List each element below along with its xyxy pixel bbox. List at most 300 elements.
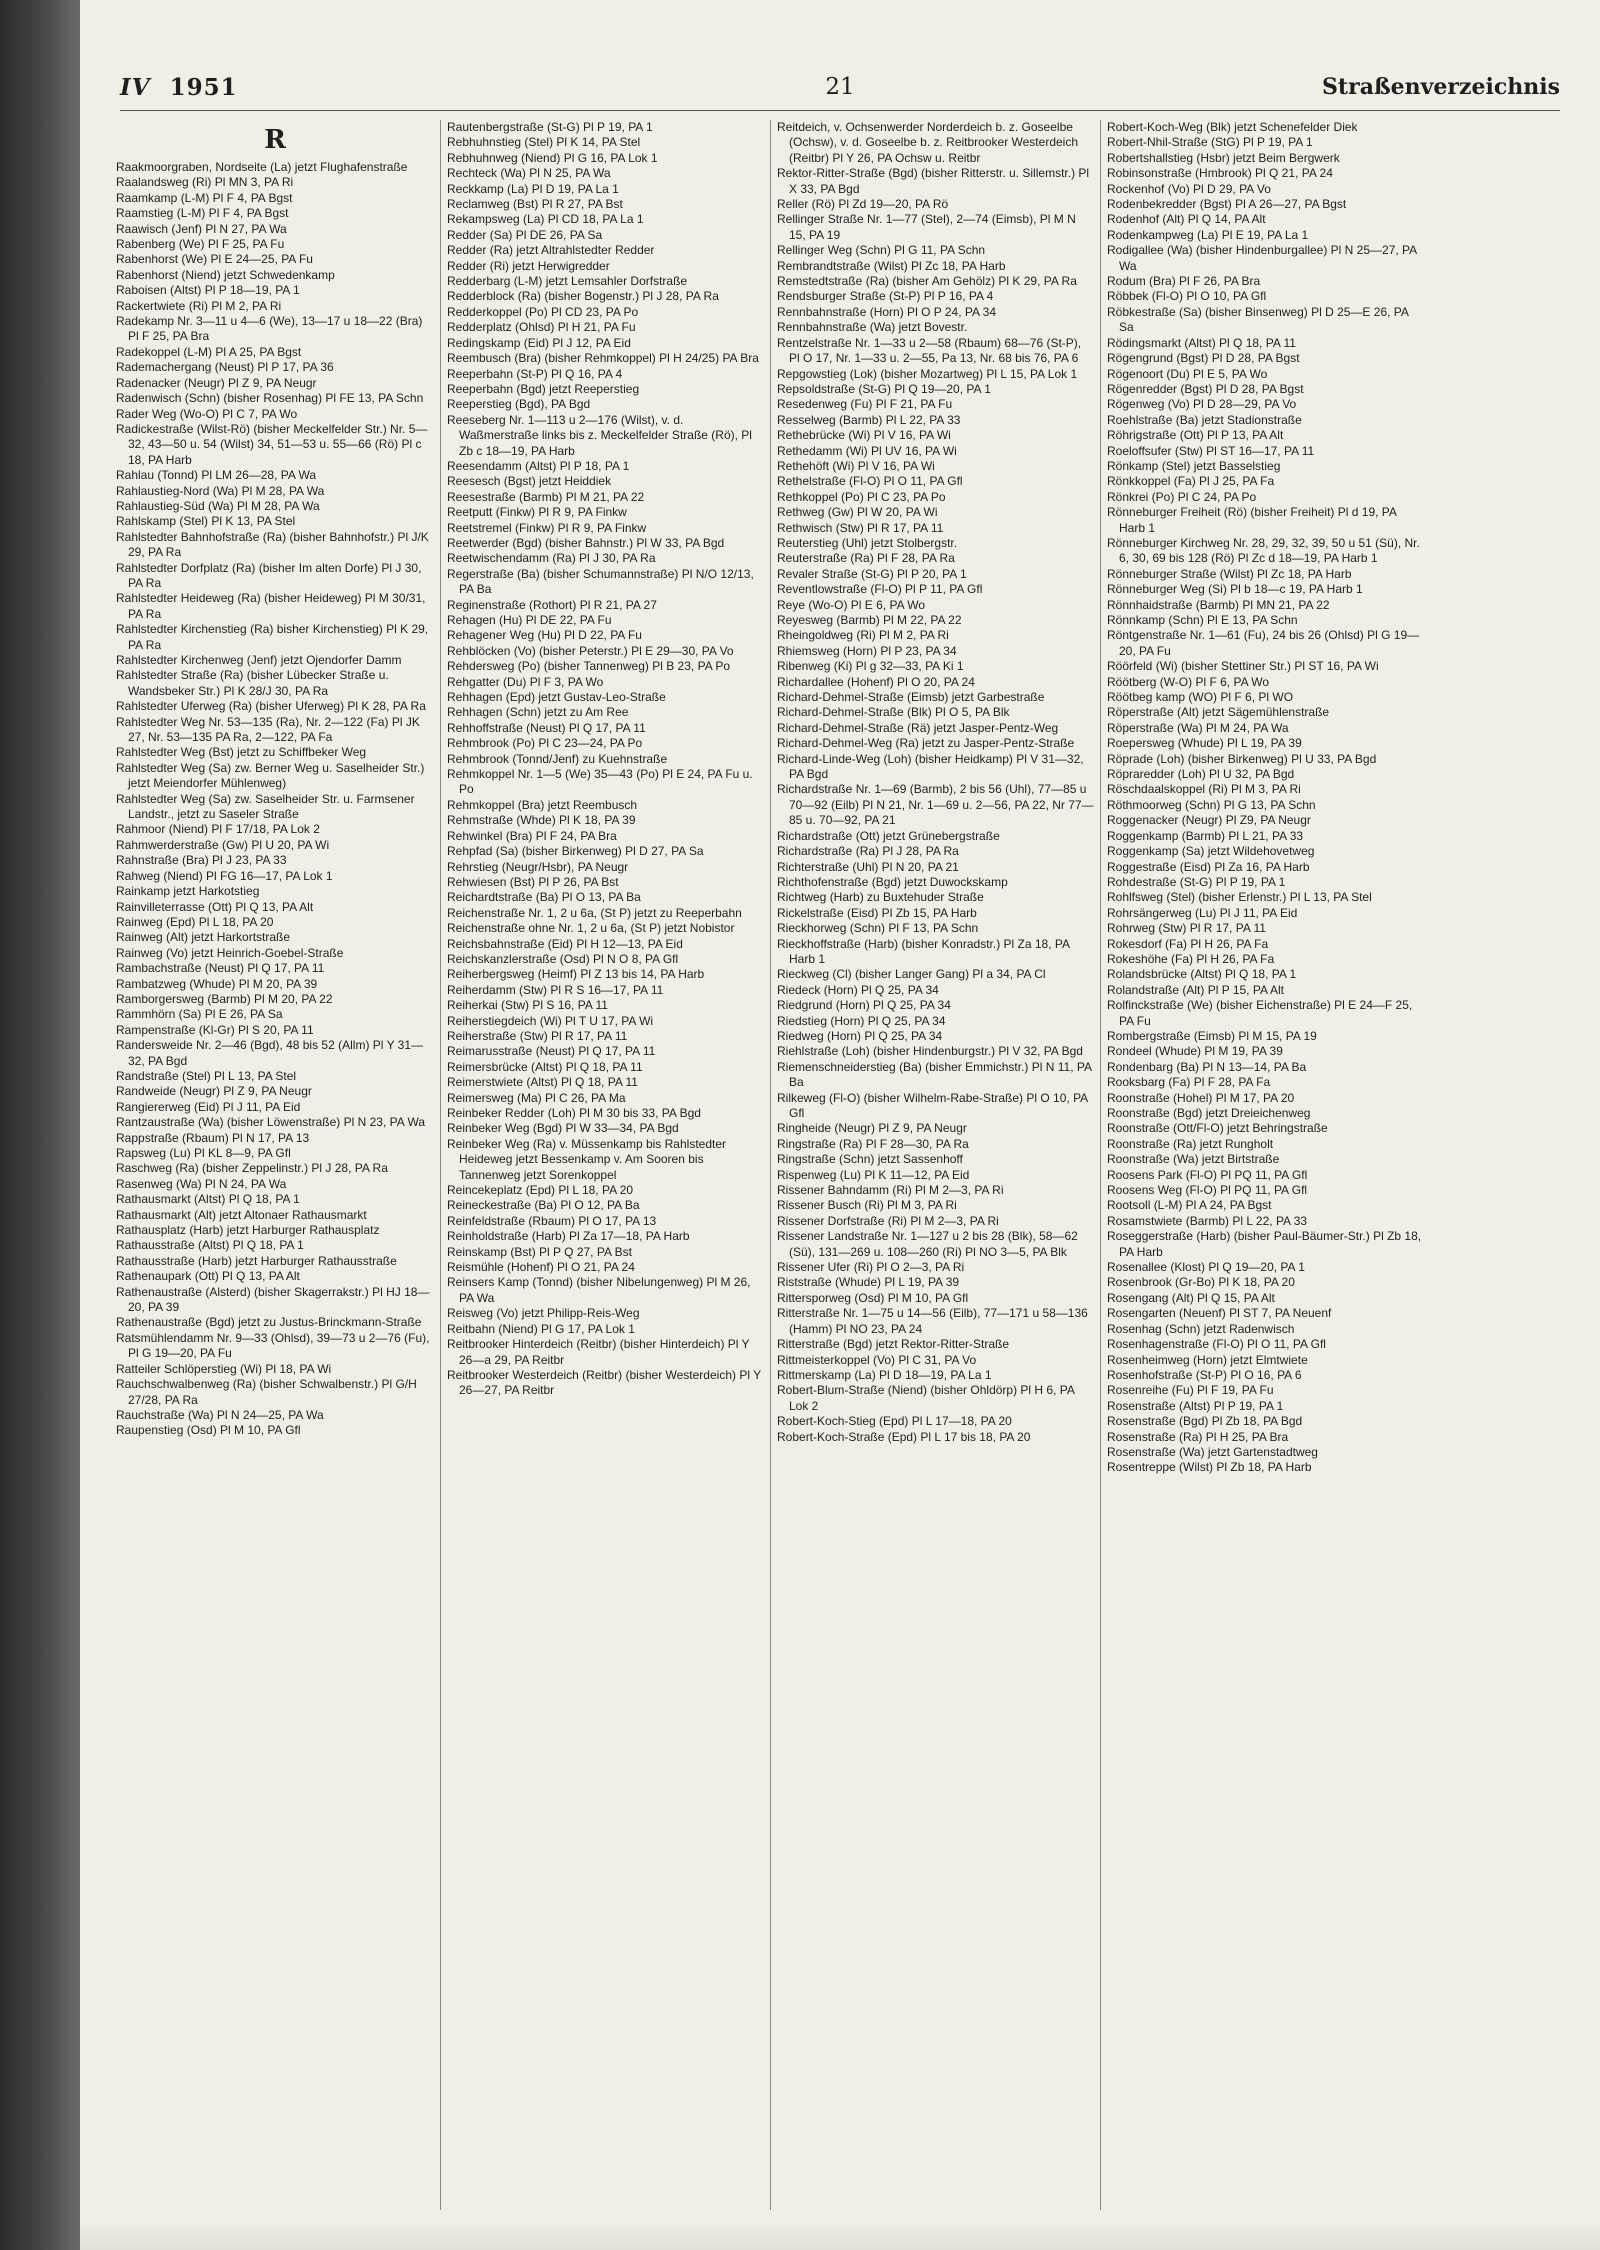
street-entry: Rantzaustraße (Wa) (bisher Löwenstraße) Pl N 23, PA Wa: [116, 1115, 425, 1130]
street-entry: Reesesch (Bgst) jetzt Heiddiek: [447, 474, 612, 489]
street-entry: Rosenhag (Schn) jetzt Radenwisch: [1107, 1321, 1295, 1336]
street-entry: Rosenbrook (Gr-Bo) Pl K 18, PA 20: [1107, 1275, 1295, 1290]
street-entry: Ringstraße (Ra) Pl F 28—30, PA Ra: [777, 1136, 969, 1151]
street-entry: Reincekeplatz (Epd) Pl L 18, PA 20: [447, 1183, 634, 1198]
street-entry: Reitbahn (Niend) Pl G 17, PA Lok 1: [447, 1321, 635, 1336]
street-entry: Rambachstraße (Neust) Pl Q 17, PA 11: [116, 961, 325, 976]
street-entry: Ratsmühlendamm Nr. 9—33 (Ohlsd), 39—73 u 2—76 (Fu), Pl G 19—20, PA Fu: [116, 1330, 430, 1361]
street-entry: Rockenhof (Vo) Pl D 29, PA Vo: [1107, 181, 1271, 196]
street-entry: Rethelstraße (Fl-O) Pl O 11, PA Gfl: [777, 474, 963, 489]
street-entry: Richard-Dehmel-Weg (Ra) jetzt zu Jasper-Pentz-Straße: [777, 736, 1075, 751]
street-entry: Reinbeker Weg (Bgd) Pl W 33—34, PA Bgd: [447, 1121, 679, 1136]
street-entry: Rheingoldweg (Ri) Pl M 2, PA Ri: [777, 628, 949, 643]
street-entry: Rissener Ufer (Ri) Pl O 2—3, PA Ri: [777, 1260, 965, 1275]
street-entry: Rehmstraße (Whde) Pl K 18, PA 39: [447, 813, 636, 828]
street-entry: Rehblöcken (Vo) (bisher Peterstr.) Pl E 29—30, PA Vo: [447, 643, 734, 658]
section-title: Straßenverzeichnis: [1322, 74, 1560, 100]
street-entry: Riedweg (Horn) Pl Q 25, PA 34: [777, 1028, 943, 1043]
street-entry: Rehhoffstraße (Neust) Pl Q 17, PA 11: [447, 720, 646, 735]
street-entry: Reetwerder (Bgd) (bisher Bahnstr.) Pl W 33, PA Bgd: [447, 535, 725, 550]
street-entry: Rappstraße (Rbaum) Pl N 17, PA 13: [116, 1130, 310, 1145]
street-entry: Rehhagen (Schn) jetzt zu Am Ree: [447, 705, 629, 720]
directory-column-1: [110, 120, 440, 2210]
street-entry: Rosenhofstraße (St-P) Pl O 16, PA 6: [1107, 1367, 1302, 1382]
street-entry: Rahlstedter Kirchenweg (Jenf) jetzt Ojendorfer Damm: [116, 653, 402, 667]
street-entry: Randstraße (Stel) Pl L 13, PA Stel: [116, 1068, 297, 1083]
street-entry: Robert-Koch-Straße (Epd) Pl L 17 bis 18, PA 20: [777, 1429, 1031, 1444]
street-entry: Rögenredder (Bgst) Pl D 28, PA Bgst: [1107, 381, 1304, 396]
street-entry: Rehhagen (Epd) jetzt Gustav-Leo-Straße: [447, 690, 666, 705]
street-entry: Roosens Weg (Fl-O) Pl PQ 11, PA Gfl: [1107, 1183, 1308, 1198]
street-entry: Rangiererweg (Eid) Pl J 11, PA Eid: [116, 1099, 301, 1114]
street-entry: Richardstraße (Ra) Pl J 28, PA Ra: [777, 844, 959, 859]
street-entry: Rainweg (Epd) Pl L 18, PA 20: [116, 914, 274, 929]
street-entry: Rahnstraße (Bra) Pl J 23, PA 33: [116, 853, 287, 868]
street-entry: Reeseberg Nr. 1—113 u 2—176 (Wilst), v. d. Waßmerstraße links bis z. Meckelfelder Straße (Rö), Pl Zb c 18—19, PA Harb: [447, 412, 752, 458]
directory-column-2: [440, 120, 770, 2210]
street-entry: Reiherbergsweg (Heimf) Pl Z 13 bis 14, PA Harb: [447, 967, 705, 982]
street-entry: Reye (Wo-O) Pl E 6, PA Wo: [777, 597, 926, 612]
street-entry: Reckkamp (La) Pl D 19, PA La 1: [447, 181, 619, 196]
street-entry: Rittmerskamp (La) Pl D 18—19, PA La 1: [777, 1367, 992, 1382]
street-entry: Rathausplatz (Harb) jetzt Harburger Rathausplatz: [116, 1223, 380, 1238]
street-entry: Reembusch (Bra) (bisher Rehmkoppel) Pl H 24/25) PA Bra: [447, 351, 759, 366]
street-entry: Rönkkoppel (Fa) Pl J 25, PA Fa: [1107, 474, 1275, 489]
street-entry: Rosenstraße (Wa) jetzt Gartenstadtweg: [1107, 1444, 1318, 1459]
street-entry: Reichsbahnstraße (Eid) Pl H 12—13, PA Eid: [447, 936, 683, 951]
street-entry: Randersweide Nr. 2—46 (Bgd), 48 bis 52 (Allm) Pl Y 31—32, PA Bgd: [116, 1038, 424, 1068]
year: 1951: [169, 74, 238, 101]
street-entry: Richard-Dehmel-Straße (Eimsb) jetzt Garbestraße: [777, 690, 1045, 705]
street-entry: Reinbeker Weg (Ra) v. Müssenkamp bis Rahlstedter Heideweg jetzt Bessenkamp v. Am Sooren bis Tannenweg jetzt Sorenkoppel: [447, 1136, 726, 1182]
street-entry: Reetputt (Finkw) Pl R 9, PA Finkw: [447, 505, 627, 520]
street-entry: Redder (Ra) jetzt Altrahlstedter Redder: [447, 243, 655, 258]
street-entry: Roggestraße (Eisd) Pl Za 16, PA Harb: [1107, 859, 1310, 874]
street-entry: Rathenaupark (Ott) Pl Q 13, PA Alt: [116, 1269, 300, 1284]
directory-column-3: [770, 120, 1100, 2210]
street-entry: Redderkoppel (Po) Pl CD 23, PA Po: [447, 304, 639, 319]
street-entry: Rosamstwiete (Barmb) Pl L 22, PA 33: [1107, 1213, 1308, 1228]
street-entry: Regerstraße (Ba) (bisher Schumannstraße) Pl N/O 12/13, PA Ba: [447, 566, 754, 597]
street-entry: Röörfeld (Wi) (bisher Stettiner Str.) Pl ST 16, PA Wi: [1107, 659, 1379, 674]
street-entry: Rissener Busch (Ri) Pl M 3, PA Ri: [777, 1198, 957, 1213]
street-entry: Reetstremel (Finkw) Pl R 9, PA Finkw: [447, 520, 647, 535]
street-entry: Rombergstraße (Eimsb) Pl M 15, PA 19: [1107, 1028, 1317, 1043]
street-entry: Reichenstraße ohne Nr. 1, 2 u 6a, (St P) jetzt Nobistor: [447, 921, 735, 936]
street-entry: Rönneburger Kirchweg Nr. 28, 29, 32, 39, 50 u 51 (Sü), Nr. 6, 30, 69 bis 128 (Rö) Pl Zc d 18—19, PA Harb 1: [1107, 535, 1420, 566]
street-entry: Radenacker (Neugr) Pl Z 9, PA Neugr: [116, 375, 317, 390]
street-entry: Rennbahnstraße (Wa) jetzt Bovestr.: [777, 320, 968, 335]
street-entry: Rainweg (Vo) jetzt Heinrich-Goebel-Straße: [116, 945, 344, 960]
street-entry: Roonstraße (Ott/Fl-O) jetzt Behringstraße: [1107, 1121, 1328, 1136]
street-entry: Raamkamp (L-M) Pl F 4, PA Bgst: [116, 190, 293, 205]
street-entry: Rauchstraße (Wa) Pl N 24—25, PA Wa: [116, 1407, 324, 1422]
street-entry: Rahlskamp (Stel) Pl K 13, PA Stel: [116, 514, 296, 529]
page-header: [120, 70, 1560, 111]
street-entry: Robinsonstraße (Hmbrook) Pl Q 21, PA 24: [1107, 166, 1333, 181]
street-entry: Rahlstedter Weg (Sa) zw. Saselheider Str. u. Farmsener Landstr., jetzt zu Saseler Straße: [116, 791, 415, 822]
street-entry: Rainweg (Alt) jetzt Harkortstraße: [116, 930, 291, 945]
street-entry: Robertshallstieg (Hsbr) jetzt Beim Bergwerk: [1107, 150, 1340, 165]
street-entry: Redderbarg (L-M) jetzt Lemsahler Dorfstraße: [447, 274, 688, 289]
street-entry: Rosenallee (Klost) Pl Q 19—20, PA 1: [1107, 1260, 1305, 1275]
street-entry: Roosens Park (Fl-O) Pl PQ 11, PA Gfl: [1107, 1167, 1308, 1182]
street-entry: Rönneburger Weg (Si) Pl b 18—c 19, PA Harb 1: [1107, 582, 1363, 597]
street-entry: Rahlstedter Dorfplatz (Ra) (bisher Im alten Dorfe) Pl J 30, PA Ra: [116, 560, 422, 590]
street-entry: Reichardtstraße (Ba) Pl O 13, PA Ba: [447, 890, 641, 905]
street-entry: Reeperstieg (Bgd), PA Bgd: [447, 397, 591, 412]
street-entry: Rethedamm (Wi) Pl UV 16, PA Wi: [777, 443, 957, 458]
street-entry: Rosengarten (Neuenf) Pl ST 7, PA Neuenf: [1107, 1306, 1332, 1321]
street-entry: Rektor-Ritter-Straße (Bgd) (bisher Ritterstr. u. Sillemstr.) Pl X 33, PA Bgd: [777, 166, 1090, 196]
street-entry: Rönneburger Straße (Wilst) Pl Zc 18, PA Harb: [1107, 566, 1352, 581]
street-entry: Rahmwerderstraße (Gw) Pl U 20, PA Wi: [116, 837, 330, 852]
street-entry: Richthofenstraße (Bgd) jetzt Duwockskamp: [777, 874, 1008, 889]
street-entry: Richard-Dehmel-Straße (Blk) Pl O 5, PA Blk: [777, 705, 1010, 720]
street-entry: Reetwischendamm (Ra) Pl J 30, PA Ra: [447, 551, 656, 566]
street-entry: Reclamweg (Bst) Pl R 27, PA Bst: [447, 197, 623, 212]
street-entry: Rahlstedter Kirchenstieg (Ra) bisher Kirchenstieg) Pl K 29, PA Ra: [116, 622, 429, 652]
street-entry: Roonstraße (Ra) jetzt Rungholt: [1107, 1136, 1274, 1151]
page-bottom-shade: [80, 2220, 1600, 2250]
street-entry: Rehagener Weg (Hu) Pl D 22, PA Fu: [447, 628, 642, 643]
street-entry: Rönnhaidstraße (Barmb) Pl MN 21, PA 22: [1107, 597, 1330, 612]
street-entry: Reitbrooker Hinterdeich (Reitbr) (bisher Hinterdeich) Pl Y 26—a 29, PA Reitbr: [447, 1337, 750, 1367]
street-entry: Rokesdorf (Fa) Pl H 26, PA Fa: [1107, 936, 1269, 951]
street-entry: Reventlowstraße (Fl-O) Pl P 11, PA Gfl: [777, 582, 983, 597]
street-entry: Rittmeisterkoppel (Vo) Pl C 31, PA Vo: [777, 1352, 977, 1367]
street-entry: Rabenhorst (Niend) jetzt Schwedenkamp: [116, 267, 335, 282]
street-entry: Rolfinckstraße (We) (bisher Eichenstraße) Pl E 24—F 25, PA Fu: [1107, 998, 1413, 1028]
street-entry: Rahlstedter Weg (Sa) zw. Berner Weg u. Saselheider Str.) jetzt Meiendorfer Mühlenweg): [116, 760, 425, 791]
street-entry: Rögenweg (Vo) Pl D 28—29, PA Vo: [1107, 397, 1297, 412]
street-entry: Ringstraße (Schn) jetzt Sassenhoff: [777, 1152, 963, 1167]
street-entry: Rissener Landstraße Nr. 1—127 u 2 bis 28 (Blk), 58—62 (Sü), 131—269 u. 108—260 (Ri) Pl NO 3—5, PA Blk: [777, 1229, 1078, 1259]
street-entry: Röbkestraße (Sa) (bisher Binsenweg) Pl D 25—E 26, PA Sa: [1107, 304, 1409, 335]
street-entry: Redder (Ri) jetzt Herwigredder: [447, 258, 610, 273]
street-entry: Rendsburger Straße (St-P) Pl P 16, PA 4: [777, 289, 994, 304]
street-entry: Rickelstraße (Eisd) Pl Zb 15, PA Harb: [777, 905, 977, 920]
street-entry: Reesendamm (Altst) Pl P 18, PA 1: [447, 458, 630, 473]
street-entry: Redder (Sa) Pl DE 26, PA Sa: [447, 227, 603, 242]
street-directory-columns: [110, 120, 1430, 2210]
street-entry: Rahlaustieg-Nord (Wa) Pl M 28, PA Wa: [116, 483, 325, 498]
street-entry: Rampenstraße (Kl-Gr) Pl S 20, PA 11: [116, 1022, 314, 1037]
street-entry: Repgowstieg (Lok) (bisher Mozartweg) Pl L 15, PA Lok 1: [777, 366, 1078, 381]
street-entry: Rohrweg (Stw) Pl R 17, PA 11: [1107, 921, 1266, 936]
street-entry: Rissener Bahndamm (Ri) Pl M 2—3, PA Ri: [777, 1183, 1004, 1198]
street-entry: Riststraße (Whude) Pl L 19, PA 39: [777, 1275, 960, 1290]
street-entry: Röntgenstraße Nr. 1—61 (Fu), 24 bis 26 (Ohlsd) Pl G 19—20, PA Fu: [1107, 628, 1420, 658]
street-entry: Rabenberg (We) Pl F 25, PA Fu: [116, 237, 285, 252]
street-entry: Rehmbrook (Po) Pl C 23—24, PA Po: [447, 736, 643, 751]
street-entry: Raschweg (Ra) (bisher Zeppelinstr.) Pl J 28, PA Ra: [116, 1161, 388, 1176]
street-entry: Reineckestraße (Ba) Pl O 12, PA Ba: [447, 1198, 640, 1213]
street-entry: Röhrigstraße (Ott) Pl P 13, PA Alt: [1107, 428, 1284, 443]
street-entry: Röschdaalskoppel (Ri) Pl M 3, PA Ri: [1107, 782, 1301, 797]
street-entry: Raalandsweg (Ri) Pl MN 3, PA Ri: [116, 175, 294, 190]
street-entry: Rehmkoppel Nr. 1—5 (We) 35—43 (Po) Pl E 24, PA Fu u. Po: [447, 767, 753, 797]
street-entry: Rathausmarkt (Alt) jetzt Altonaer Rathausmarkt: [116, 1207, 367, 1222]
street-entry: Redderplatz (Ohlsd) Pl H 21, PA Fu: [447, 320, 636, 335]
street-entry: Revaler Straße (St-G) Pl P 20, PA 1: [777, 566, 967, 581]
section-letter: R: [264, 125, 286, 155]
street-entry: Rademachergang (Neust) Pl P 17, PA 36: [116, 360, 334, 375]
street-entry: Ramborgersweg (Barmb) Pl M 20, PA 22: [116, 991, 333, 1006]
street-entry: Rolandsbrücke (Altst) Pl Q 18, PA 1: [1107, 967, 1297, 982]
street-entry: Rainkamp jetzt Harkotstieg: [116, 884, 260, 899]
street-entry: Robert-Koch-Stieg (Epd) Pl L 17—18, PA 20: [777, 1414, 1012, 1429]
street-entry: Rehagen (Hu) Pl DE 22, PA Fu: [447, 613, 612, 627]
street-entry: Rokeshöhe (Fa) Pl H 26, PA Fa: [1107, 951, 1275, 966]
street-entry: Richardstraße Nr. 1—69 (Barmb), 2 bis 56 (Uhl), 77—85 u 70—92 (Eilb) Pl N 21, Nr. 1—69 u. 2—56, PA 22, Nr 77—85 u. 70—92, PA 21: [777, 782, 1094, 828]
street-entry: Röpraredder (Loh) Pl U 32, PA Bgd: [1107, 767, 1295, 782]
street-entry: Röbbek (Fl-O) Pl O 10, PA Gfl: [1107, 289, 1267, 304]
street-entry: Resedenweg (Fu) Pl F 21, PA Fu: [777, 397, 953, 412]
street-entry: Rosenheimweg (Horn) jetzt Elmtwiete: [1107, 1352, 1308, 1367]
street-entry: Robert-Nhil-Straße (StG) Pl P 19, PA 1: [1107, 135, 1313, 150]
street-entry: Radickestraße (Wilst-Rö) (bisher Meckelfelder Str.) Nr. 5—32, 43—50 u. 54 (Wilst) 34, 51—53 u. 55—66 (Rö) Pl c 18, PA Harb: [116, 421, 428, 467]
street-entry: Rehwinkel (Bra) Pl F 24, PA Bra: [447, 828, 617, 843]
street-entry: Rödingsmarkt (Altst) Pl Q 18, PA 11: [1107, 335, 1296, 350]
street-entry: Rekampsweg (La) Pl CD 18, PA La 1: [447, 212, 644, 227]
street-entry: Rosenstraße (Bgd) Pl Zb 18, PA Bgd: [1107, 1414, 1303, 1429]
street-entry: Reichskanzlerstraße (Osd) Pl N O 8, PA Gfl: [447, 951, 679, 966]
street-entry: Rehwiesen (Bst) Pl P 26, PA Bst: [447, 874, 619, 889]
street-entry: Riemenschneiderstieg (Ba) (bisher Emmichstr.) Pl N 11, PA Ba: [777, 1059, 1092, 1090]
street-entry: Roggenkamp (Sa) jetzt Wildehovetweg: [1107, 844, 1315, 859]
street-entry: Richtweg (Harb) zu Buxtehuder Straße: [777, 890, 984, 905]
street-entry: Rilkeweg (Fl-O) (bisher Wilhelm-Rabe-Straße) Pl O 10, PA Gfl: [777, 1090, 1088, 1120]
street-entry: Rodigallee (Wa) (bisher Hindenburgallee) Pl N 25—27, PA Wa: [1107, 243, 1417, 273]
street-entry: Roseggerstraße (Harb) (bisher Paul-Bäumer-Str.) Pl Zb 18, PA Harb: [1107, 1229, 1422, 1259]
street-entry: Reesestraße (Barmb) Pl M 21, PA 22: [447, 489, 645, 504]
street-entry: Rautenbergstraße (St-G) Pl P 19, PA 1: [447, 120, 653, 134]
street-entry: Raboisen (Altst) Pl P 18—19, PA 1: [116, 283, 300, 298]
street-entry: Rehgatter (Du) Pl F 3, PA Wo: [447, 674, 604, 689]
street-entry: Rohdestraße (St-G) Pl P 19, PA 1: [1107, 874, 1286, 889]
street-entry: Ritterstraße (Bgd) jetzt Rektor-Ritter-Straße: [777, 1337, 1010, 1352]
street-entry: Reeperbahn (Bgd) jetzt Reeperstieg: [447, 381, 640, 396]
street-entry: Roonstraße (Wa) jetzt Birtstraße: [1107, 1152, 1280, 1167]
street-entry: Reichenstraße Nr. 1, 2 u 6a, (St P) jetzt zu Reeperbahn: [447, 905, 742, 920]
street-entry: Rieckweg (Cl) (bisher Langer Gang) Pl a 34, PA Cl: [777, 967, 1046, 982]
street-entry: Rodenkampweg (La) Pl E 19, PA La 1: [1107, 227, 1309, 242]
street-entry: Rahmoor (Niend) Pl F 17/18, PA Lok 2: [116, 822, 320, 837]
street-entry: Radekoppel (L-M) Pl A 25, PA Bgst: [116, 344, 302, 359]
street-entry: Richard-Linde-Weg (Loh) (bisher Heidkamp) Pl V 31—32, PA Bgd: [777, 751, 1084, 782]
street-entry: Reinholdstraße (Harb) Pl Za 17—18, PA Harb: [447, 1229, 690, 1244]
street-entry: Rathausmarkt (Altst) Pl Q 18, PA 1: [116, 1192, 300, 1207]
street-entry: Riehlstraße (Loh) (bisher Hindenburgstr.) Pl V 32, PA Bgd: [777, 1044, 1083, 1059]
street-entry: Rhiemsweg (Horn) Pl P 23, PA 34: [777, 643, 957, 658]
street-entry: Roepersweg (Whude) Pl L 19, PA 39: [1107, 736, 1302, 751]
street-entry: Ritterstraße Nr. 1—75 u 14—56 (Eilb), 77—171 u 58—136 (Hamm) Pl NO 23, PA 24: [777, 1306, 1088, 1336]
street-entry: Rathausstraße (Harb) jetzt Harburger Rathausstraße: [116, 1253, 397, 1268]
street-entry: Randweide (Neugr) Pl Z 9, PA Neugr: [116, 1084, 312, 1099]
street-entry: Resselweg (Barmb) Pl L 22, PA 33: [777, 412, 961, 427]
street-entry: Rathausstraße (Altst) Pl Q 18, PA 1: [116, 1238, 304, 1253]
street-entry: Reinbeker Redder (Loh) Pl M 30 bis 33, PA Bgd: [447, 1106, 701, 1120]
street-entry: Rieckhoffstraße (Harb) (bisher Konradstr.) Pl Za 18, PA Harb 1: [777, 936, 1070, 966]
street-entry: Rittersporweg (Osd) Pl M 10, PA Gfl: [777, 1290, 969, 1305]
street-entry: Rohlfsweg (Stel) (bisher Erlenstr.) Pl L 13, PA Stel: [1107, 890, 1372, 905]
street-entry: Rieckhorweg (Schn) Pl F 13, PA Schn: [777, 921, 979, 936]
street-entry: Röötbeg kamp (WO) Pl F 6, Pl WO: [1107, 690, 1294, 705]
street-entry: Rönkrei (Po) Pl C 24, PA Po: [1107, 489, 1257, 504]
street-entry: Rosenstraße (Ra) Pl H 25, PA Bra: [1107, 1429, 1289, 1444]
street-entry: Rebhuhnweg (Niend) Pl G 16, PA Lok 1: [447, 150, 658, 165]
street-entry: Rahlstedter Heideweg (Ra) (bisher Heideweg) Pl M 30/31, PA Ra: [116, 591, 426, 621]
street-entry: Rebhuhnstieg (Stel) Pl K 14, PA Stel: [447, 135, 641, 150]
street-entry: Richterstraße (Uhl) Pl N 20, PA 21: [777, 859, 959, 874]
street-entry: Rehpfad (Sa) (bisher Birkenweg) Pl D 27, PA Sa: [447, 844, 704, 859]
street-entry: Rodenbekredder (Bgst) Pl A 26—27, PA Bgst: [1107, 197, 1347, 212]
street-entry: Rönneburger Freiheit (Rö) (bisher Freiheit) Pl d 19, PA Harb 1: [1107, 505, 1397, 535]
street-entry: Rögenoort (Du) Pl E 5, PA Wo: [1107, 366, 1268, 381]
street-entry: Rehdersweg (Po) (bisher Tannenweg) Pl B 23, PA Po: [447, 659, 731, 674]
street-entry: Röprade (Loh) (bisher Birkenweg) Pl U 33, PA Bgd: [1107, 751, 1377, 766]
street-entry: Rahlstedter Weg Nr. 53—135 (Ra), Nr. 2—122 (Fa) Pl JK 27, Nr. 53—135 PA Ra, 2—122, PA Fa: [116, 714, 420, 745]
street-entry: Rechteck (Wa) Pl N 25, PA Wa: [447, 166, 611, 181]
street-entry: Roehlstraße (Ba) jetzt Stadionstraße: [1107, 412, 1302, 427]
street-entry: Röperstraße (Wa) Pl M 24, PA Wa: [1107, 720, 1289, 735]
street-entry: Radekamp Nr. 3—11 u 4—6 (We), 13—17 u 18—22 (Bra) Pl F 25, PA Bra: [116, 314, 423, 344]
street-entry: Reller (Rö) Pl Zd 19—20, PA Rö: [777, 197, 949, 212]
street-entry: Reisweg (Vo) jetzt Philipp-Reis-Weg: [447, 1306, 640, 1321]
street-entry: Rellinger Straße Nr. 1—77 (Stel), 2—74 (Eimsb), Pl M N 15, PA 19: [777, 212, 1076, 242]
street-entry: Rissener Dorfstraße (Ri) Pl M 2—3, PA Ri: [777, 1213, 999, 1228]
street-entry: Rembrandtstraße (Wilst) Pl Zc 18, PA Harb: [777, 258, 1006, 273]
street-entry: Richardstraße (Ott) jetzt Grünebergstraße: [777, 828, 1000, 843]
street-entry: Reiherdamm (Stw) Pl R S 16—17, PA 11: [447, 982, 664, 997]
street-entry: Radenwisch (Schn) (bisher Rosenhag) Pl FE 13, PA Schn: [116, 391, 424, 406]
street-entry: Reiherkai (Stw) Pl S 16, PA 11: [447, 998, 608, 1013]
street-entry: Reiherstraße (Stw) Pl R 17, PA 11: [447, 1028, 628, 1043]
street-entry: Rambatzweg (Whude) Pl M 20, PA 39: [116, 976, 318, 991]
street-entry: Rolandstraße (Alt) Pl P 15, PA Alt: [1107, 982, 1284, 997]
street-entry: Roggenacker (Neugr) Pl Z9, PA Neugr: [1107, 813, 1311, 828]
street-entry: Raupenstieg (Osd) Pl M 10, PA Gfl: [116, 1423, 301, 1438]
street-entry: Ringheide (Neugr) Pl Z 9, PA Neugr: [777, 1121, 967, 1136]
street-entry: Reitdeich, v. Ochsenwerder Norderdeich b. z. Goseelbe (Ochsw), v. d. Goseelbe b. z. Reitbrooker Westerdeich (Reitbr) Pl Y 26, PA Ochsw u. Reitbr: [777, 120, 1079, 165]
street-entry: Rahlstedter Straße (Ra) (bisher Lübecker Straße u. Wandsbeker Str.) Pl K 28/J 30, PA Ra: [116, 668, 389, 698]
street-entry: Reinskamp (Bst) Pl P Q 27, PA Bst: [447, 1244, 632, 1259]
street-entry: Rahlstedter Bahnhofstraße (Ra) (bisher Bahnhofstr.) Pl J/K 29, PA Ra: [116, 529, 429, 560]
street-entry: Rackertwiete (Ri) Pl M 2, PA Ri: [116, 298, 282, 313]
street-entry: Reyesweg (Barmb) Pl M 22, PA 22: [777, 613, 962, 627]
street-entry: Reismühle (Hohenf) Pl O 21, PA 24: [447, 1260, 635, 1275]
street-entry: Rapsweg (Lu) Pl KL 8—9, PA Gfl: [116, 1146, 291, 1160]
street-entry: Rahlau (Tonnd) Pl LM 26—28, PA Wa: [116, 468, 317, 483]
street-entry: Richard-Dehmel-Straße (Rä) jetzt Jasper-Pentz-Weg: [777, 720, 1059, 735]
street-entry: Reimerstwiete (Altst) Pl Q 18, PA 11: [447, 1075, 638, 1090]
street-entry: Rathenaustraße (Bgd) jetzt zu Justus-Brinckmann-Straße: [116, 1315, 422, 1330]
street-entry: Reeperbahn (St-P) Pl Q 16, PA 4: [447, 366, 623, 381]
street-entry: Rooksbarg (Fa) Pl F 28, PA Fa: [1107, 1075, 1271, 1090]
street-entry: Richardallee (Hohenf) Pl O 20, PA 24: [777, 674, 975, 689]
street-entry: Rasenweg (Wa) Pl N 24, PA Wa: [116, 1176, 287, 1191]
street-entry: Rainvilleterrasse (Ott) Pl Q 13, PA Alt: [116, 899, 314, 914]
street-entry: Rauchschwalbenweg (Ra) (bisher Schwalbenstr.) Pl G/H 27/28, PA Ra: [116, 1377, 417, 1407]
street-entry: Rosenstraße (Altst) Pl P 19, PA 1: [1107, 1398, 1284, 1413]
street-entry: Rethwisch (Stw) Pl R 17, PA 11: [777, 520, 944, 535]
street-entry: Roonstraße (Bgd) jetzt Dreieichenweg: [1107, 1106, 1311, 1120]
street-entry: Rahlaustieg-Süd (Wa) Pl M 28, PA Wa: [116, 498, 320, 513]
street-entry: Reuterstieg (Uhl) jetzt Stolbergstr.: [777, 535, 958, 550]
street-entry: Reinsers Kamp (Tonnd) (bisher Nibelungenweg) Pl M 26, PA Wa: [447, 1275, 751, 1305]
street-entry: Rahlstedter Weg (Bst) jetzt zu Schiffbeker Weg: [116, 745, 367, 760]
street-entry: Rahweg (Niend) Pl FG 16—17, PA Lok 1: [116, 868, 333, 883]
street-entry: Roonstraße (Hohel) Pl M 17, PA 20: [1107, 1090, 1295, 1105]
street-entry: Rahlstedter Uferweg (Ra) (bisher Uferweg) Pl K 28, PA Ra: [116, 699, 426, 714]
scanner-edge: [0, 0, 80, 2250]
street-entry: Raawisch (Jenf) Pl N 27, PA Wa: [116, 221, 287, 236]
street-entry: Ratteiler Schlöperstieg (Wi) Pl 18, PA Wi: [116, 1361, 332, 1376]
street-entry: Rootsoll (L-M) Pl A 24, PA Bgst: [1107, 1198, 1272, 1213]
street-entry: Rondeel (Whude) Pl M 19, PA 39: [1107, 1044, 1283, 1059]
street-entry: Rehrstieg (Neugr/Hsbr), PA Neugr: [447, 859, 629, 874]
document-page: [80, 0, 1600, 2250]
street-entry: Roeloffsufer (Stw) Pl ST 16—17, PA 11: [1107, 443, 1315, 458]
street-entry: Rehmkoppel (Bra) jetzt Reembusch: [447, 797, 638, 812]
street-entry: Rosenhagenstraße (Fl-O) Pl O 11, PA Gfl: [1107, 1337, 1326, 1352]
street-entry: Rispenweg (Lu) Pl K 11—12, PA Eid: [777, 1167, 970, 1182]
street-entry: Riedstieg (Horn) Pl Q 25, PA 34: [777, 1013, 946, 1028]
street-entry: Reimersweg (Ma) Pl C 26, PA Ma: [447, 1090, 626, 1105]
street-entry: Rader Weg (Wo-O) Pl C 7, PA Wo: [116, 406, 298, 421]
street-entry: Roggenkamp (Barmb) Pl L 21, PA 33: [1107, 828, 1304, 843]
street-entry: Rennbahnstraße (Horn) Pl O P 24, PA 34: [777, 304, 997, 319]
street-entry: Rehmbrook (Tonnd/Jenf) zu Kuehnstraße: [447, 751, 668, 766]
street-entry: Rethehöft (Wi) Pl V 16, PA Wi: [777, 458, 935, 473]
street-entry: Rohrsängerweg (Lu) Pl J 11, PA Eid: [1107, 905, 1298, 920]
street-entry: Robert-Koch-Weg (Blk) jetzt Schenefelder Diek: [1107, 120, 1358, 134]
street-entry: Riedeck (Horn) Pl Q 25, PA 34: [777, 982, 939, 997]
street-entry: Riedgrund (Horn) Pl Q 25, PA 34: [777, 998, 951, 1013]
street-entry: Rabenhorst (We) Pl E 24—25, PA Fu: [116, 252, 313, 267]
volume-number: IV: [120, 74, 151, 101]
street-entry: Reiherstiegdeich (Wi) Pl T U 17, PA Wi: [447, 1013, 654, 1028]
street-entry: Raamstieg (L-M) Pl F 4, PA Bgst: [116, 206, 289, 221]
street-entry: Rondenbarg (Ba) Pl N 13—14, PA Ba: [1107, 1059, 1307, 1074]
street-entry: Reimarusstraße (Neust) Pl Q 17, PA 11: [447, 1044, 656, 1059]
street-entry: Rönkamp (Stel) jetzt Basselstieg: [1107, 458, 1281, 473]
street-entry: Rodenhof (Alt) Pl Q 14, PA Alt: [1107, 212, 1266, 227]
street-entry: Rellinger Weg (Schn) Pl G 11, PA Schn: [777, 243, 986, 258]
street-entry: Repsoldstraße (St-G) Pl Q 19—20, PA 1: [777, 381, 991, 396]
street-entry: Redingskamp (Eid) Pl J 12, PA Eid: [447, 335, 631, 350]
street-entry: Röperstraße (Alt) jetzt Sägemühlenstraße: [1107, 705, 1330, 720]
street-entry: Rosentreppe (Wilst) Pl Zb 18, PA Harb: [1107, 1460, 1312, 1475]
street-entry: Robert-Blum-Straße (Niend) (bisher Ohldörp) Pl H 6, PA Lok 2: [777, 1383, 1075, 1413]
street-entry: Redderblock (Ra) (bisher Bogenstr.) Pl J 28, PA Ra: [447, 289, 719, 304]
street-entry: Rögengrund (Bgst) Pl D 28, PA Bgst: [1107, 351, 1300, 366]
street-entry: Rethkoppel (Po) Pl C 23, PA Po: [777, 489, 946, 504]
directory-column-4: [1100, 120, 1430, 2210]
street-entry: Remstedtstraße (Ra) (bisher Am Gehölz) Pl K 29, PA Ra: [777, 274, 1077, 289]
street-entry: Raakmoorgraben, Nordseite (La) jetzt Flughafenstraße: [116, 160, 408, 174]
street-entry: Reimersbrücke (Altst) Pl Q 18, PA 11: [447, 1059, 643, 1074]
street-entry: Röötberg (W-O) Pl F 6, PA Wo: [1107, 674, 1270, 689]
street-entry: Rethweg (Gw) Pl W 20, PA Wi: [777, 505, 938, 520]
street-entry: Röthmoorweg (Schn) Pl G 13, PA Schn: [1107, 797, 1316, 812]
street-entry: Reginenstraße (Rothort) Pl R 21, PA 27: [447, 597, 657, 612]
page-number: 21: [825, 74, 855, 100]
street-entry: Reinfeldstraße (Rbaum) Pl O 17, PA 13: [447, 1213, 657, 1228]
street-entry: Ribenweg (Ki) Pl g 32—33, PA Ki 1: [777, 659, 964, 674]
street-entry: Rammhörn (Sa) Pl E 26, PA Sa: [116, 1007, 283, 1022]
